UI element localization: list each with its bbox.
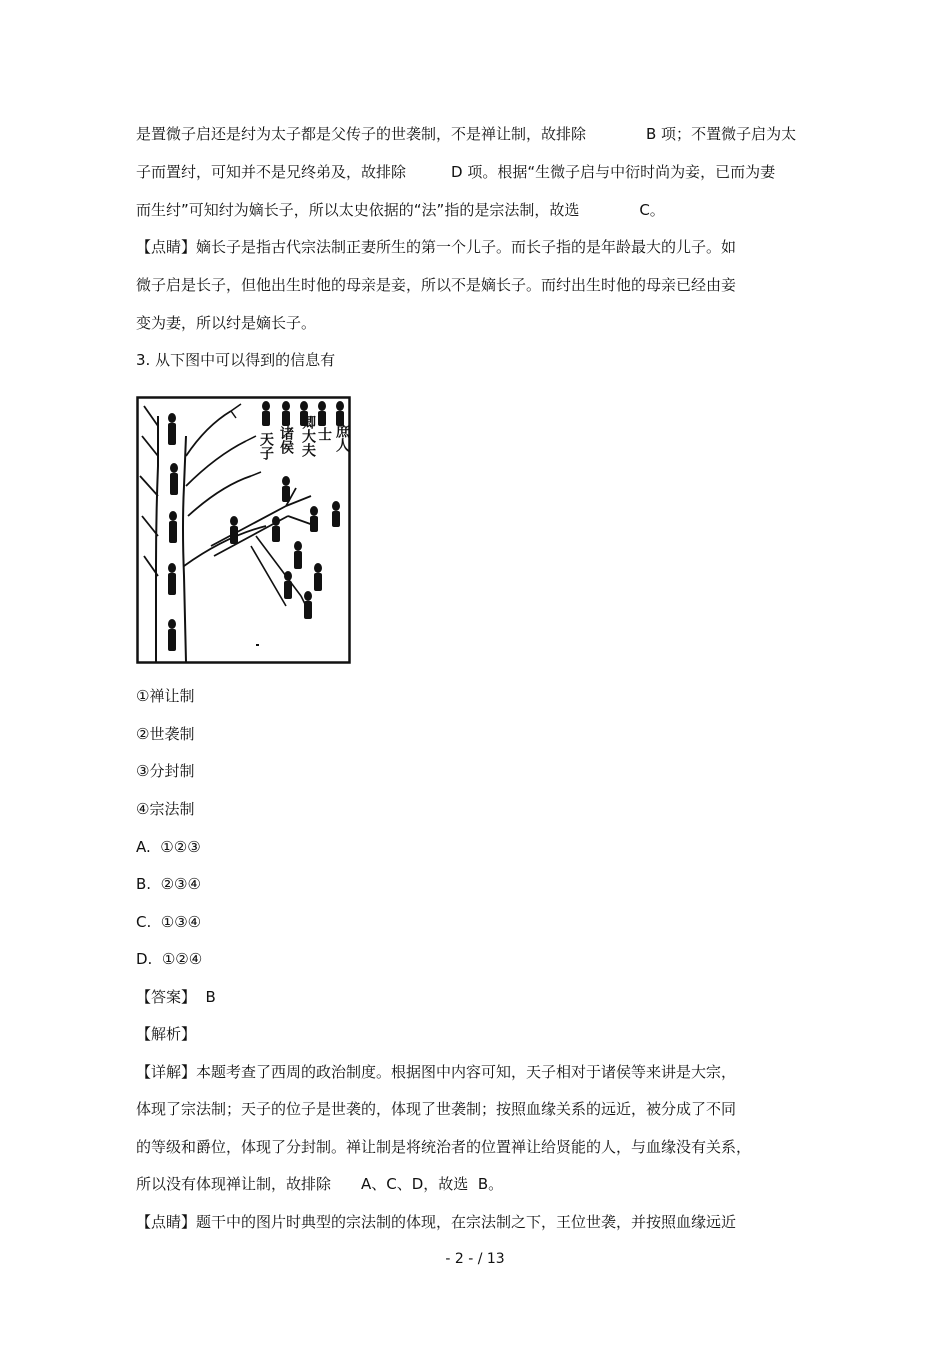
label-tianzi: 天子 bbox=[258, 432, 274, 460]
text-line-2: 子而置纣，可知并不是兄终弟及，故排除 D 项。根据“生微子启与中衍时尚为妾，已而为妻 bbox=[136, 163, 776, 181]
text-line-6: 变为妻，所以纣是嫡长子。 bbox=[136, 314, 317, 332]
question-3-stem: 3. 从下图中可以得到的信息有 bbox=[136, 351, 336, 369]
label-qingdafu: 卿大夫 bbox=[300, 415, 316, 457]
label-zhuhou: 诸侯 bbox=[278, 426, 294, 454]
text-line-4: 【点睛】嫡长子是指古代宗法制正妻所生的第一个儿子。而长子指的是年龄最大的儿子。如 bbox=[136, 238, 737, 256]
option-line-3: ③分封制 bbox=[136, 762, 195, 780]
page-footer: - 2 - / 13 bbox=[445, 1251, 505, 1267]
text-line-5: 微子启是长子，但他出生时他的母亲是妾，所以不是嫡长子。而纣出生时他的母亲已经由妾 bbox=[136, 276, 737, 294]
text-line-1: 是置微子启还是纣为太子都是父传子的世袭制，不是禅让制，故排除 B 项；不置微子启为太 bbox=[136, 125, 797, 143]
analysis-line-4: 所以没有体现禅让制，故排除 A、C、D，故选 B。 bbox=[136, 1175, 504, 1193]
option-line-1: ①禅让制 bbox=[136, 687, 195, 705]
analysis-heading: 【解析】 bbox=[136, 1025, 197, 1043]
analysis-line-2: 体现了宗法制；天子的位子是世袭的，体现了世袭制；按照血缘关系的远近，被分成了不同 bbox=[136, 1100, 737, 1118]
comment-line: 【点睛】题干中的图片时典型的宗法制的体现，在宗法制之下，王位世袭，并按照血缘远近 bbox=[136, 1213, 737, 1231]
analysis-line-3: 的等级和爵位，体现了分封制。禅让制是将统治者的位置禅让给贤能的人，与血缘没有关系， bbox=[136, 1138, 752, 1156]
answer-line: 【答案】 B bbox=[136, 988, 216, 1006]
label-shi: 士 bbox=[316, 427, 332, 441]
choice-c: C. ①③④ bbox=[136, 913, 202, 931]
choice-b: B. ②③④ bbox=[136, 875, 201, 893]
choice-d: D. ①②④ bbox=[136, 950, 203, 968]
choice-a: A. ①②③ bbox=[136, 838, 201, 856]
text-line-3: 而生纣”可知纣为嫡长子，所以太史依据的“法”指的是宗法制，故选 C。 bbox=[136, 201, 665, 219]
option-line-4: ④宗法制 bbox=[136, 800, 195, 818]
label-shuren: 庶人 bbox=[334, 424, 350, 452]
analysis-line-1: 【详解】本题考查了西周的政治制度。根据图中内容可知，天子相对于诸侯等来讲是大宗， bbox=[136, 1063, 737, 1081]
option-line-2: ②世袭制 bbox=[136, 725, 195, 743]
zongfa-tree-figure bbox=[136, 396, 351, 664]
